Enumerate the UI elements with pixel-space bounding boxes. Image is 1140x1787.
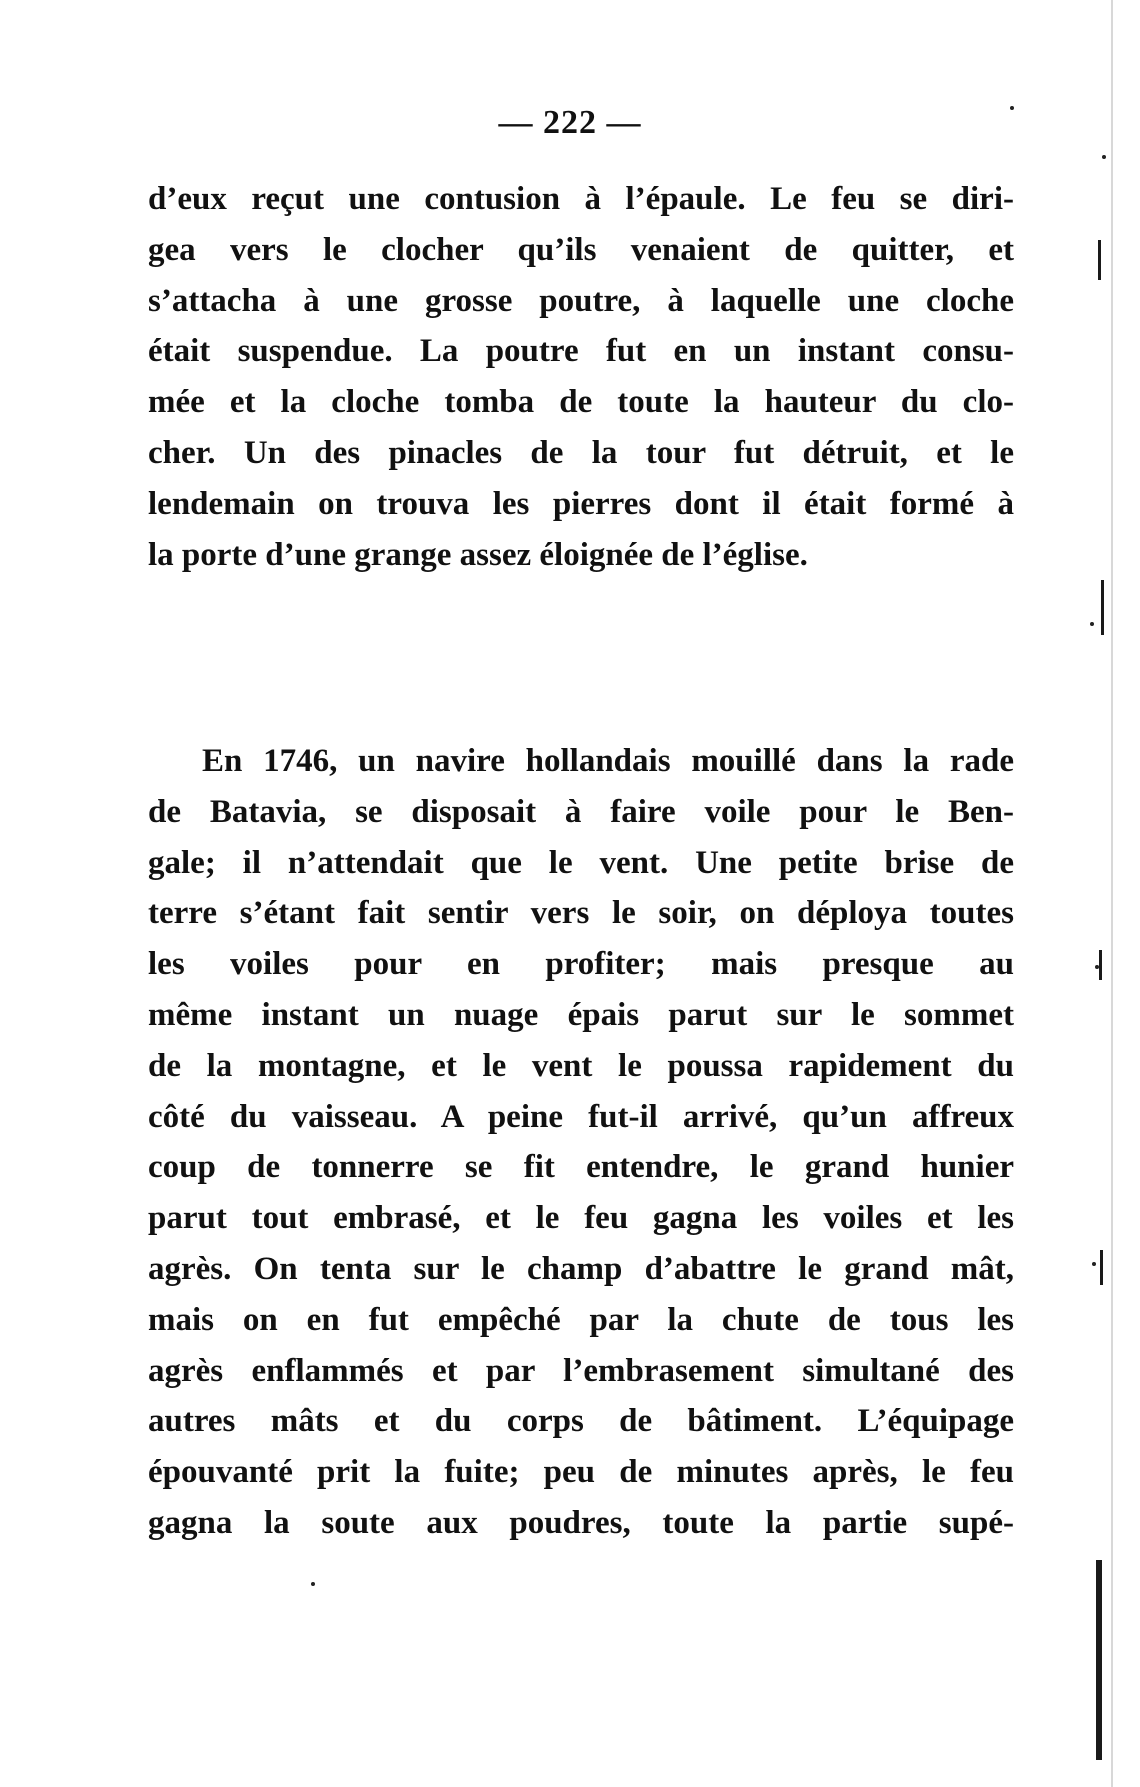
text-line: mée et la cloche tomba de toute la hauteur du clo- [148, 384, 1014, 421]
text-line: cher. Un des pinacles de la tour fut détruit, et le [148, 434, 1014, 471]
scan-speck [1010, 106, 1014, 110]
page-number: — 222 — [498, 104, 642, 141]
scan-speck [1092, 1262, 1096, 1266]
paragraph-2 [148, 736, 1014, 1549]
text-line: côté du vaisseau. A peine fut-il arrivé, qu’un affreux [148, 1098, 1014, 1135]
paragraph-1 [148, 174, 1014, 580]
scan-speck [1090, 622, 1094, 626]
text-line: coup de tonnerre se fit entendre, le grand hunier [148, 1149, 1014, 1186]
scan-speck [1095, 965, 1099, 969]
text-line: les voiles pour en profiter; mais presque au [148, 946, 1014, 983]
text-line: de la montagne, et le vent le poussa rapidement du [148, 1047, 1014, 1084]
scan-edge-mark [1098, 240, 1101, 280]
text-line: gale; il n’attendait que le vent. Une petite brise de [148, 844, 1014, 881]
text-line: épouvanté prit la fuite; peu de minutes après, le feu [148, 1454, 1014, 1491]
text-line: gea vers le clocher qu’ils venaient de quitter, et [148, 231, 1014, 268]
text-line: même instant un nuage épais parut sur le sommet [148, 996, 1014, 1033]
text-line: d’eux reçut une contusion à l’épaule. Le feu se diri- [148, 181, 1014, 217]
text-line: lendemain on trouva les pierres dont il était formé à [148, 485, 1014, 522]
scan-edge-mark [1100, 1250, 1103, 1285]
scan-page-edge [1111, 0, 1113, 1787]
text-line: était suspendue. La poutre fut en un instant consu- [148, 333, 1014, 370]
text-line: autres mâts et du corps de bâtiment. L’équipage [148, 1403, 1014, 1440]
text-line: agrès. On tenta sur le champ d’abattre le grand mât, [148, 1250, 1014, 1287]
text-line: mais on en fut empêché par la chute de tous les [148, 1301, 1014, 1338]
text-line: parut tout embrasé, et le feu gagna les voiles et les [148, 1200, 1014, 1237]
scan-speck [311, 1582, 315, 1586]
scan-edge-mark [1096, 1560, 1102, 1760]
text-line: la porte d’une grange assez éloignée de l’église. [148, 536, 808, 573]
text-line: terre s’étant fait sentir vers le soir, on déploya toutes [148, 895, 1014, 932]
text-line: s’attacha à une grosse poutre, à laquelle une cloche [148, 282, 1014, 319]
scan-edge-mark [1099, 950, 1102, 980]
text-line: de Batavia, se disposait à faire voile pour le Ben- [148, 793, 1014, 830]
text-line: En 1746, un navire hollandais mouillé dans la rade [202, 743, 1014, 779]
text-line: gagna la soute aux poudres, toute la partie supé- [148, 1504, 1014, 1541]
scan-edge-mark [1101, 580, 1104, 635]
text-line: agrès enflammés et par l’embrasement simultané des [148, 1352, 1014, 1389]
scan-speck [1102, 155, 1106, 159]
